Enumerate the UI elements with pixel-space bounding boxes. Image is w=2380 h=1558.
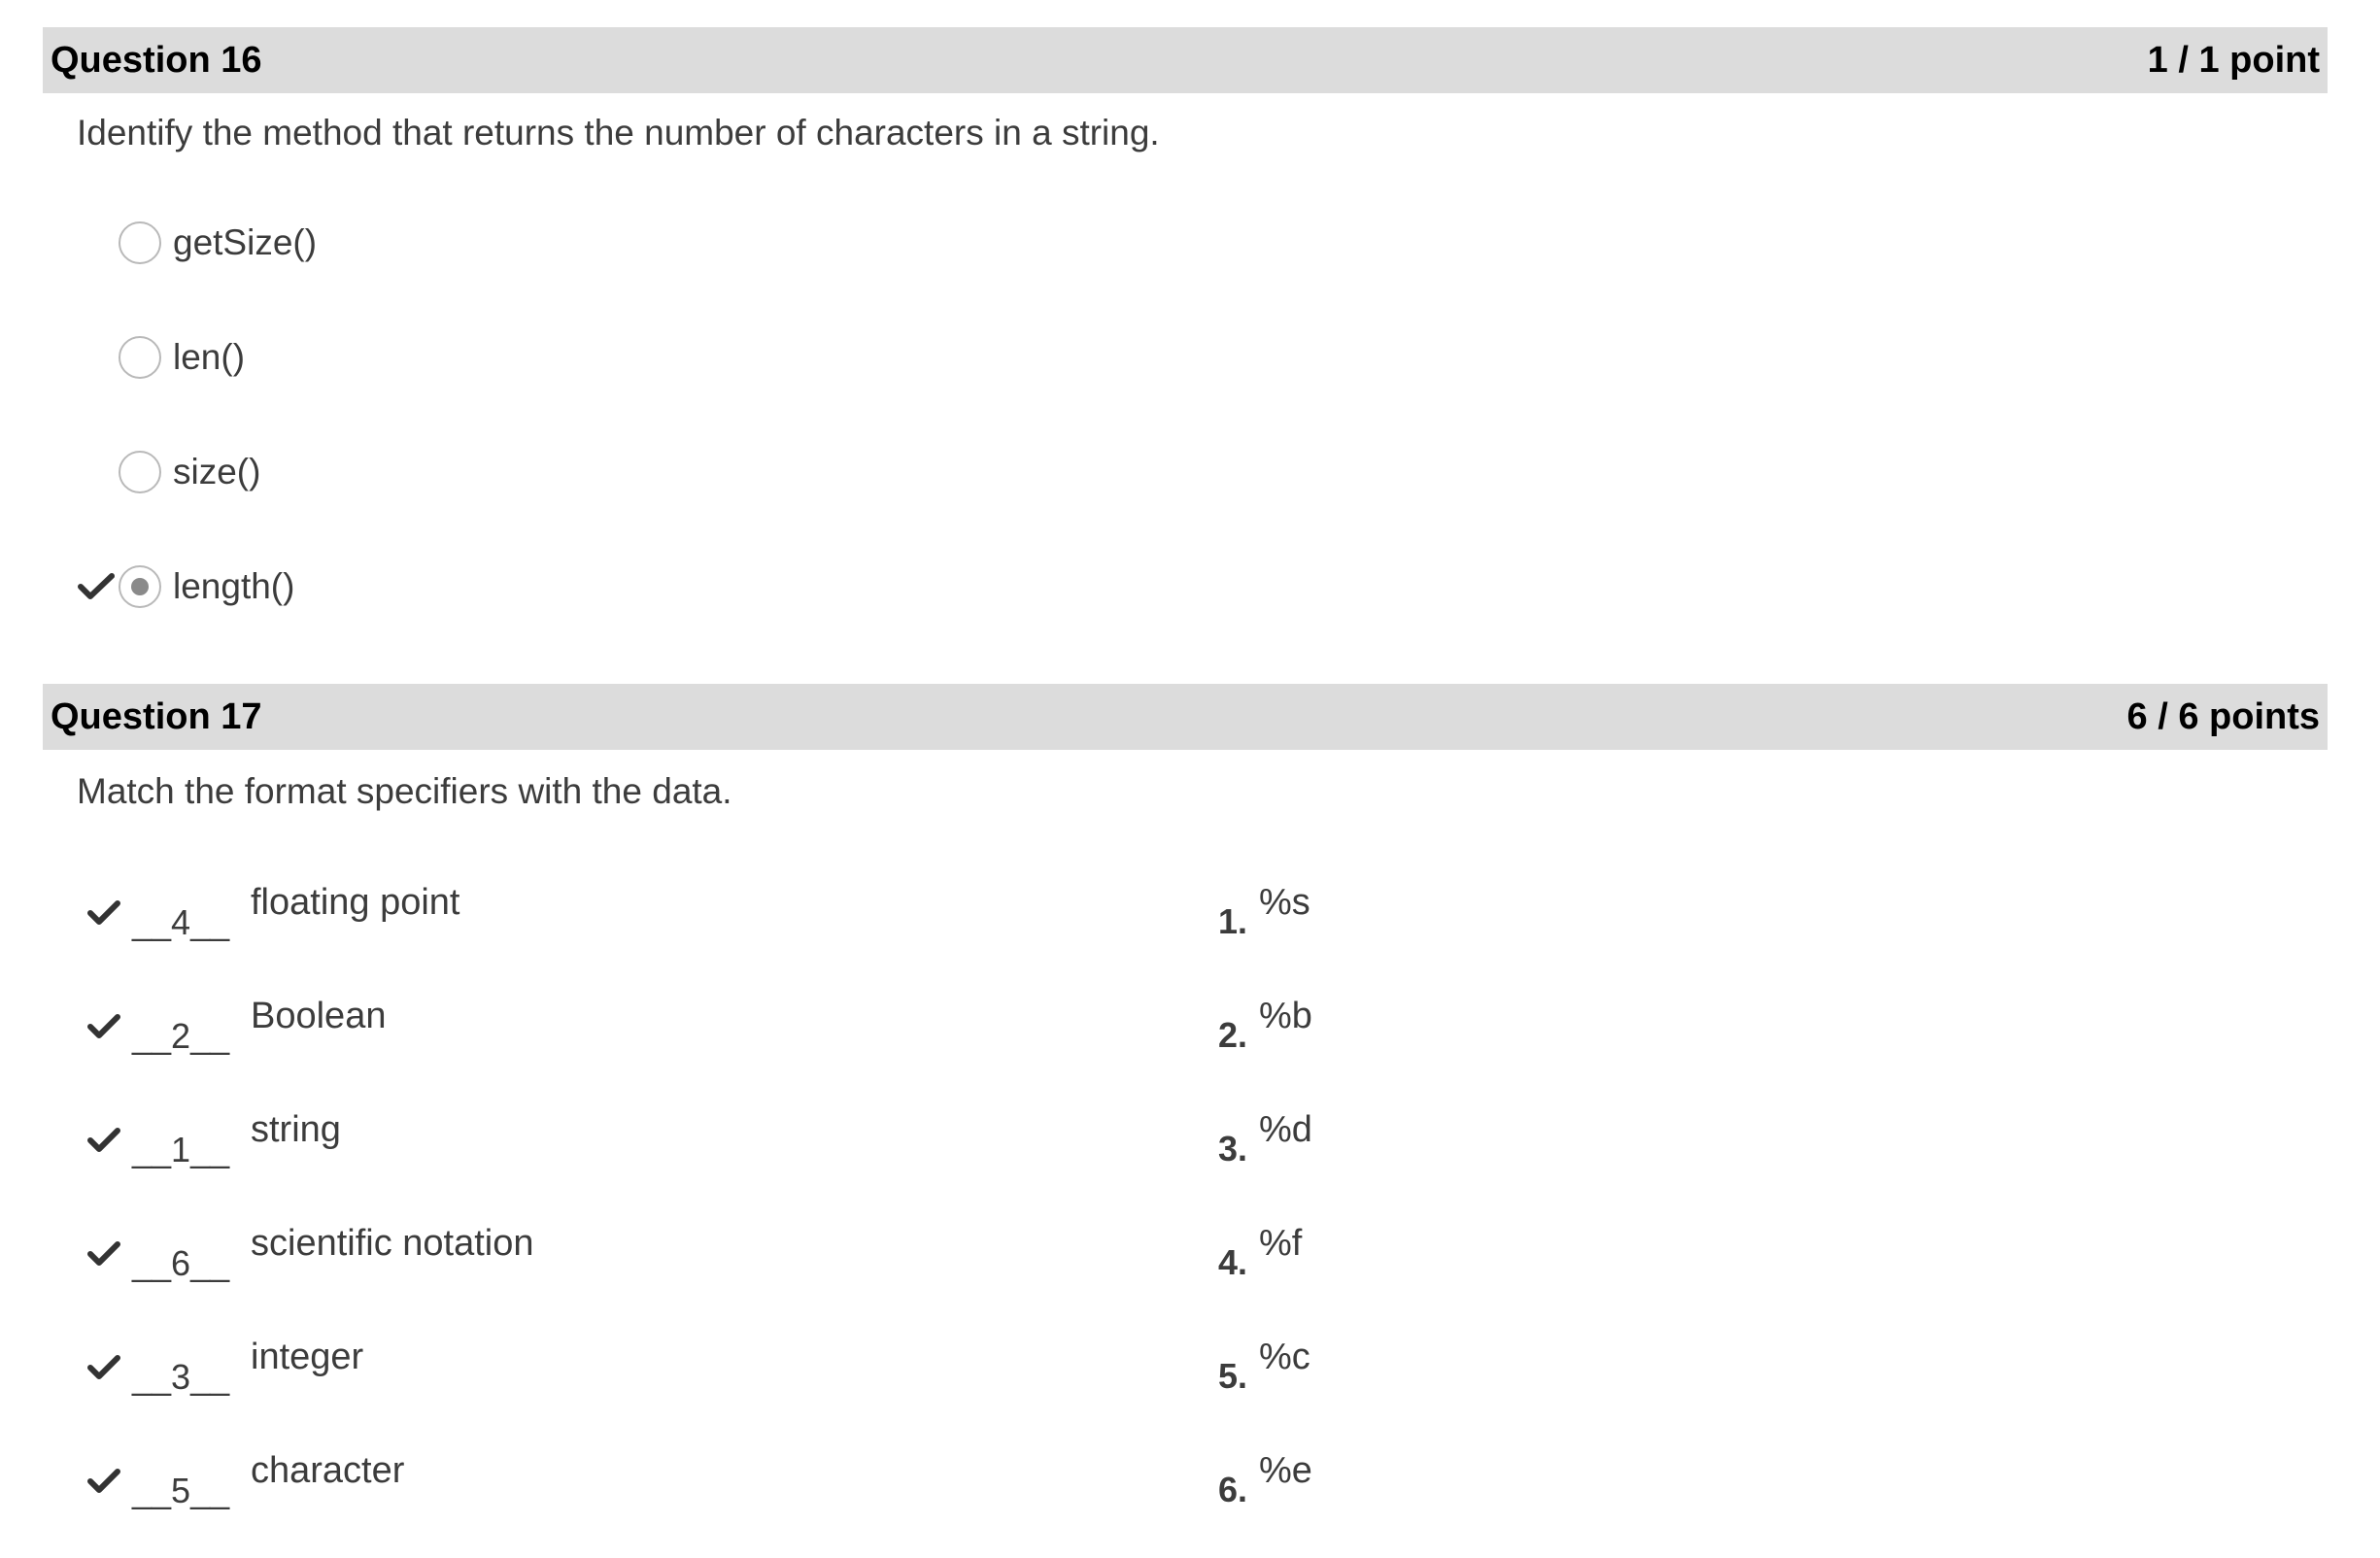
check-icon [84, 1234, 124, 1274]
question-17-title: Question 17 [51, 695, 262, 737]
match-number: 5. [1218, 1356, 1248, 1396]
match-row [84, 1225, 1444, 1283]
question-17-score: 6 / 6 points [2126, 695, 2320, 737]
question-16-prompt: Identify the method that returns the number of characters in a string. [77, 113, 1160, 152]
check-icon [76, 566, 117, 607]
match-term: Boolean [251, 996, 387, 1036]
match-number: 4. [1218, 1242, 1248, 1282]
format-specifier: %f [1259, 1223, 1303, 1264]
choice-length[interactable] [76, 558, 294, 616]
match-number: 2. [1218, 1015, 1248, 1055]
match-number: 3. [1218, 1129, 1248, 1168]
question-17-header [43, 684, 2328, 750]
match-row [84, 998, 1444, 1056]
check-icon [84, 1120, 124, 1161]
format-specifier: %d [1259, 1109, 1312, 1150]
choice-label: getSize() [173, 222, 318, 262]
radio-button[interactable] [119, 451, 161, 493]
answer-blank[interactable]: __3__ [132, 1357, 230, 1397]
question-16-header [43, 27, 2328, 93]
radio-button[interactable] [119, 336, 161, 379]
choice-len[interactable] [76, 328, 245, 387]
match-term: string [251, 1109, 341, 1150]
match-term: character [251, 1450, 405, 1491]
answer-blank[interactable]: __4__ [132, 902, 230, 942]
answer-blank[interactable]: __1__ [132, 1130, 230, 1169]
answer-blank[interactable]: __6__ [132, 1243, 230, 1283]
match-row [84, 1338, 1444, 1397]
choice-size[interactable] [76, 443, 260, 501]
question-16-title: Question 16 [51, 39, 262, 81]
choice-label: size() [173, 452, 261, 491]
match-term: floating point [251, 882, 460, 923]
answer-blank[interactable]: __2__ [132, 1016, 230, 1056]
format-specifier: %s [1259, 882, 1310, 923]
match-row [84, 1111, 1444, 1169]
match-number: 6. [1218, 1470, 1248, 1509]
format-specifier: %c [1259, 1337, 1310, 1377]
format-specifier: %b [1259, 996, 1312, 1036]
check-slot-empty [76, 452, 117, 492]
check-icon [84, 1347, 124, 1388]
match-term: scientific notation [251, 1223, 534, 1264]
choice-getsize[interactable] [76, 214, 317, 272]
choice-label: length() [173, 566, 295, 606]
match-row [84, 884, 1444, 942]
radio-button[interactable] [119, 221, 161, 264]
choice-label: len() [173, 337, 246, 377]
check-slot-empty [76, 337, 117, 378]
check-icon [84, 1006, 124, 1047]
question-16-score: 1 / 1 point [2147, 39, 2320, 81]
radio-dot [131, 578, 149, 595]
check-slot-empty [76, 222, 117, 263]
match-term: integer [251, 1337, 364, 1377]
check-icon [84, 1461, 124, 1502]
match-number: 1. [1218, 901, 1248, 941]
check-icon [84, 893, 124, 933]
match-row [84, 1452, 1444, 1510]
format-specifier: %e [1259, 1450, 1312, 1491]
radio-button-selected[interactable] [119, 565, 161, 608]
question-17-prompt: Match the format specifiers with the data. [77, 771, 732, 811]
answer-blank[interactable]: __5__ [132, 1471, 230, 1510]
